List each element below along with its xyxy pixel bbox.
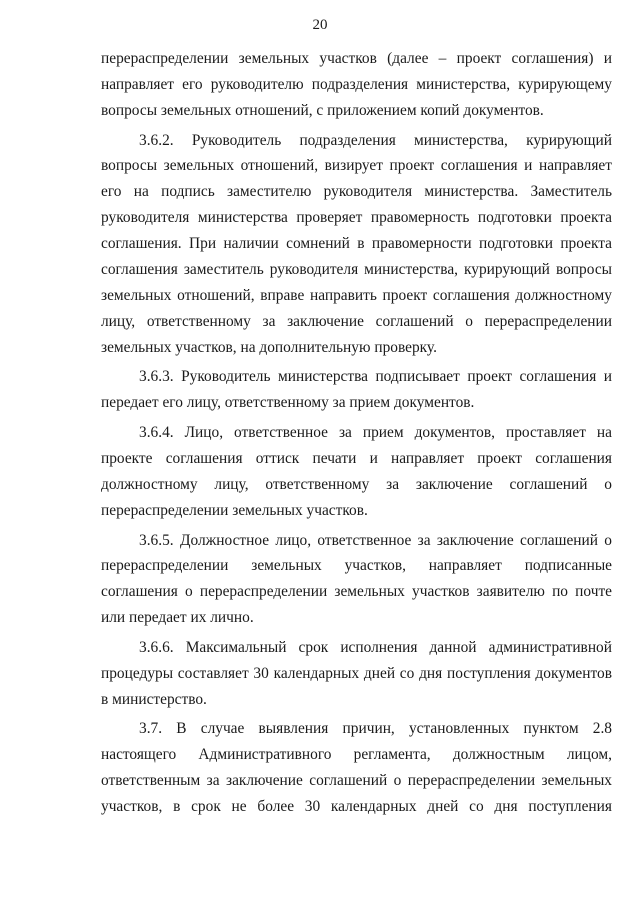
paragraph-3-6-4 — [101, 420, 612, 524]
text-line: процедуры составляет 30 календарных дней со дня поступления документов — [101, 664, 612, 682]
text-line: 3.6.2. Руководитель подразделения министерства, курирующий — [139, 131, 612, 149]
text-line: руководителя министерства проверяет правомерность подготовки проекта — [101, 209, 612, 227]
text-line: перераспределении земельных участков. — [101, 501, 368, 519]
paragraph-3-6-3 — [101, 364, 612, 416]
text-line: земельных участков, на дополнительную проверку. — [101, 338, 437, 356]
text-line: вопросы земельных отношений, визирует проект соглашения и направляет — [101, 157, 612, 175]
text-line: вопросы земельных отношений, с приложением копий документов. — [101, 101, 544, 119]
text-line: перераспределении земельных участков (далее – проект соглашения) и — [101, 50, 612, 67]
text-line: 3.6.5. Должностное лицо, ответственное за заключение соглашений о — [139, 531, 612, 549]
text-line: или передает их лично. — [101, 609, 254, 627]
document-body — [101, 46, 612, 824]
paragraph-3-6-6 — [101, 635, 612, 713]
text-line: 3.6.3. Руководитель министерства подписывает проект соглашения и — [139, 368, 612, 386]
text-line: его на подпись заместителю руководителя министерства. Заместитель — [101, 183, 612, 201]
text-line: настоящего Административного регламента, должностным лицом, — [101, 746, 612, 764]
text-line: ответственным за заключение соглашений о перераспределении земельных — [101, 772, 612, 790]
page-number: 20 — [312, 17, 328, 33]
text-line: земельных отношений, вправе направить проект соглашения должностному — [101, 286, 612, 304]
text-line: направляет его руководителю подразделения министерства, курирующему — [101, 75, 612, 93]
text-line: соглашения заместитель руководителя министерства, курирующий вопросы — [101, 261, 612, 279]
text-line: должностному лицу, ответственному за заключение соглашений о — [101, 475, 612, 493]
text-line: перераспределении земельных участков, направляет подписанные — [101, 557, 612, 575]
text-line: соглашения. При наличии сомнений в правомерности подготовки проекта — [101, 235, 612, 253]
text-line: в министерство. — [101, 690, 207, 708]
text-line: проекте соглашения оттиск печати и направляет проект соглашения — [101, 449, 612, 467]
paragraph-3-7 — [101, 716, 612, 820]
text-line: 3.7. В случае выявления причин, установленных пунктом 2.8 — [139, 720, 612, 738]
text-line: передает его лицу, ответственному за прием документов. — [101, 394, 475, 412]
paragraph-3-6-2 — [101, 128, 612, 361]
text-line: 3.6.4. Лицо, ответственное за прием документов, проставляет на — [139, 424, 612, 442]
paragraph-continuation — [101, 46, 612, 124]
text-line: участков, в срок не более 30 календарных дней со дня поступления — [101, 798, 612, 816]
text-line: соглашения о перераспределении земельных участков заявителю по почте — [101, 583, 612, 601]
text-line: лицу, ответственному за заключение соглашений о перераспределении — [101, 312, 612, 330]
text-line: 3.6.6. Максимальный срок исполнения данной административной — [139, 638, 612, 656]
paragraph-3-6-5 — [101, 528, 612, 632]
